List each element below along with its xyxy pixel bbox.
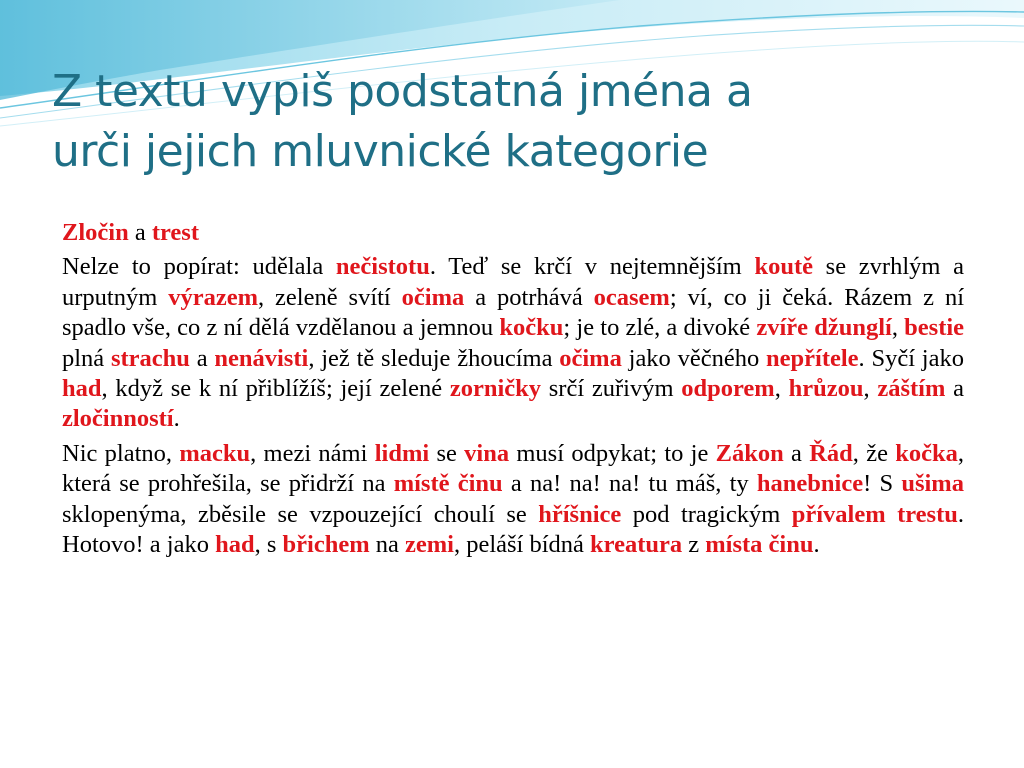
highlighted-noun: had <box>215 531 255 559</box>
slide-title <box>52 62 992 182</box>
text-segment: se <box>429 439 465 467</box>
text-segment: . Hotovo! a jako <box>62 500 964 559</box>
text-segment: ! S <box>863 470 902 498</box>
text-segment: plná <box>62 344 111 372</box>
text-segment: a potrhává <box>464 283 594 311</box>
text-segment: Nelze to popírat: udělala <box>62 253 336 281</box>
highlighted-noun: strachu <box>110 344 190 372</box>
highlighted-noun: had <box>62 375 102 403</box>
highlighted-noun: záštím <box>877 375 946 403</box>
text-segment: ; ví, co ji čeká. Rázem z ní spadlo vše, co z ní dělá vzdělanou a jemnou <box>62 283 964 342</box>
text-segment: ; je to zlé, a divoké <box>563 314 757 342</box>
highlighted-noun: odporem <box>681 375 775 403</box>
text-segment: . <box>173 405 180 433</box>
story-paragraph <box>62 252 964 434</box>
highlighted-noun: hříšnice <box>538 500 622 528</box>
highlighted-noun: zorničky <box>449 375 542 403</box>
highlighted-noun: trest <box>151 219 200 246</box>
story-heading <box>62 218 964 248</box>
text-segment: , <box>863 375 878 403</box>
text-segment: a <box>783 439 810 467</box>
text-segment: sklopenýma, zběsile se vzpouzející choulí se <box>62 500 539 528</box>
highlighted-noun: Zákon <box>715 439 784 467</box>
highlighted-noun: břichem <box>282 531 370 559</box>
highlighted-noun: zvíře džunglí <box>756 314 892 342</box>
highlighted-noun: kreatura <box>590 531 683 559</box>
text-segment: a na! na! na! tu máš, ty <box>502 470 757 498</box>
text-segment: , mezi námi <box>250 439 375 467</box>
highlighted-noun: zemi <box>405 531 454 559</box>
highlighted-noun: výrazem <box>168 283 258 311</box>
title-line-1: Z textu vypiš podstatná jména a <box>52 66 753 117</box>
highlighted-noun: Řád <box>809 439 853 467</box>
text-segment: , <box>774 375 789 403</box>
highlighted-noun: místa činu <box>705 531 814 559</box>
highlighted-noun: kočku <box>499 314 564 342</box>
highlighted-noun: koutě <box>754 253 813 281</box>
highlighted-noun: kočka <box>895 439 958 467</box>
text-segment: . Syčí jako <box>858 344 964 372</box>
highlighted-noun: nenávisti <box>214 344 309 372</box>
text-segment: z <box>682 531 706 559</box>
highlighted-noun: vina <box>464 439 510 467</box>
text-segment: , že <box>852 439 896 467</box>
text-segment: a <box>189 344 215 372</box>
text-segment: . <box>813 531 820 559</box>
highlighted-noun: lidmi <box>374 439 430 467</box>
text-segment: . Teď se krčí v nejtemnějším <box>429 253 755 281</box>
text-segment: jako věčného <box>621 344 767 372</box>
text-segment: pod tragickým <box>621 500 792 528</box>
text-segment: musí odpykat; to je <box>509 439 716 467</box>
highlighted-noun: bestie <box>904 314 965 342</box>
text-segment: , <box>891 314 905 342</box>
highlighted-noun: místě činu <box>393 470 503 498</box>
text-segment: , peláší bídná <box>453 531 591 559</box>
title-line-2: urči jejich mluvnické kategorie <box>52 125 709 177</box>
text-segment: a <box>945 375 965 403</box>
highlighted-noun: ocasem <box>593 283 670 311</box>
highlighted-noun: očima <box>401 283 465 311</box>
story-paragraph <box>62 439 964 561</box>
text-segment: , když se k ní přiblížíš; její zelené <box>101 375 450 403</box>
highlighted-noun: nepřítele <box>766 344 859 372</box>
text-segment: , zeleně svítí <box>258 283 402 311</box>
text-segment: a <box>128 219 152 246</box>
highlighted-noun: Zločin <box>62 219 129 246</box>
text-segment: , jež tě sleduje žhoucíma <box>308 344 560 372</box>
text-segment: srčí zuřivým <box>541 375 682 403</box>
highlighted-noun: zločinností <box>62 405 174 433</box>
highlighted-noun: ušima <box>901 470 964 498</box>
highlighted-noun: očima <box>559 344 622 372</box>
highlighted-noun: hanebnice <box>756 470 864 498</box>
story-paragraphs <box>62 252 964 560</box>
highlighted-noun: macku <box>179 439 251 467</box>
text-segment: na <box>369 531 405 559</box>
text-body <box>62 218 964 564</box>
text-segment: se zvrhlým a urputným <box>62 253 965 311</box>
text-segment: , s <box>254 531 283 559</box>
text-segment: , která se prohřešila, se přidrží na <box>62 439 964 498</box>
highlighted-noun: nečistotu <box>335 253 430 281</box>
highlighted-noun: hrůzou <box>788 375 864 403</box>
text-segment: Nic platno, <box>62 439 180 467</box>
highlighted-noun: přívalem trestu <box>791 500 958 528</box>
